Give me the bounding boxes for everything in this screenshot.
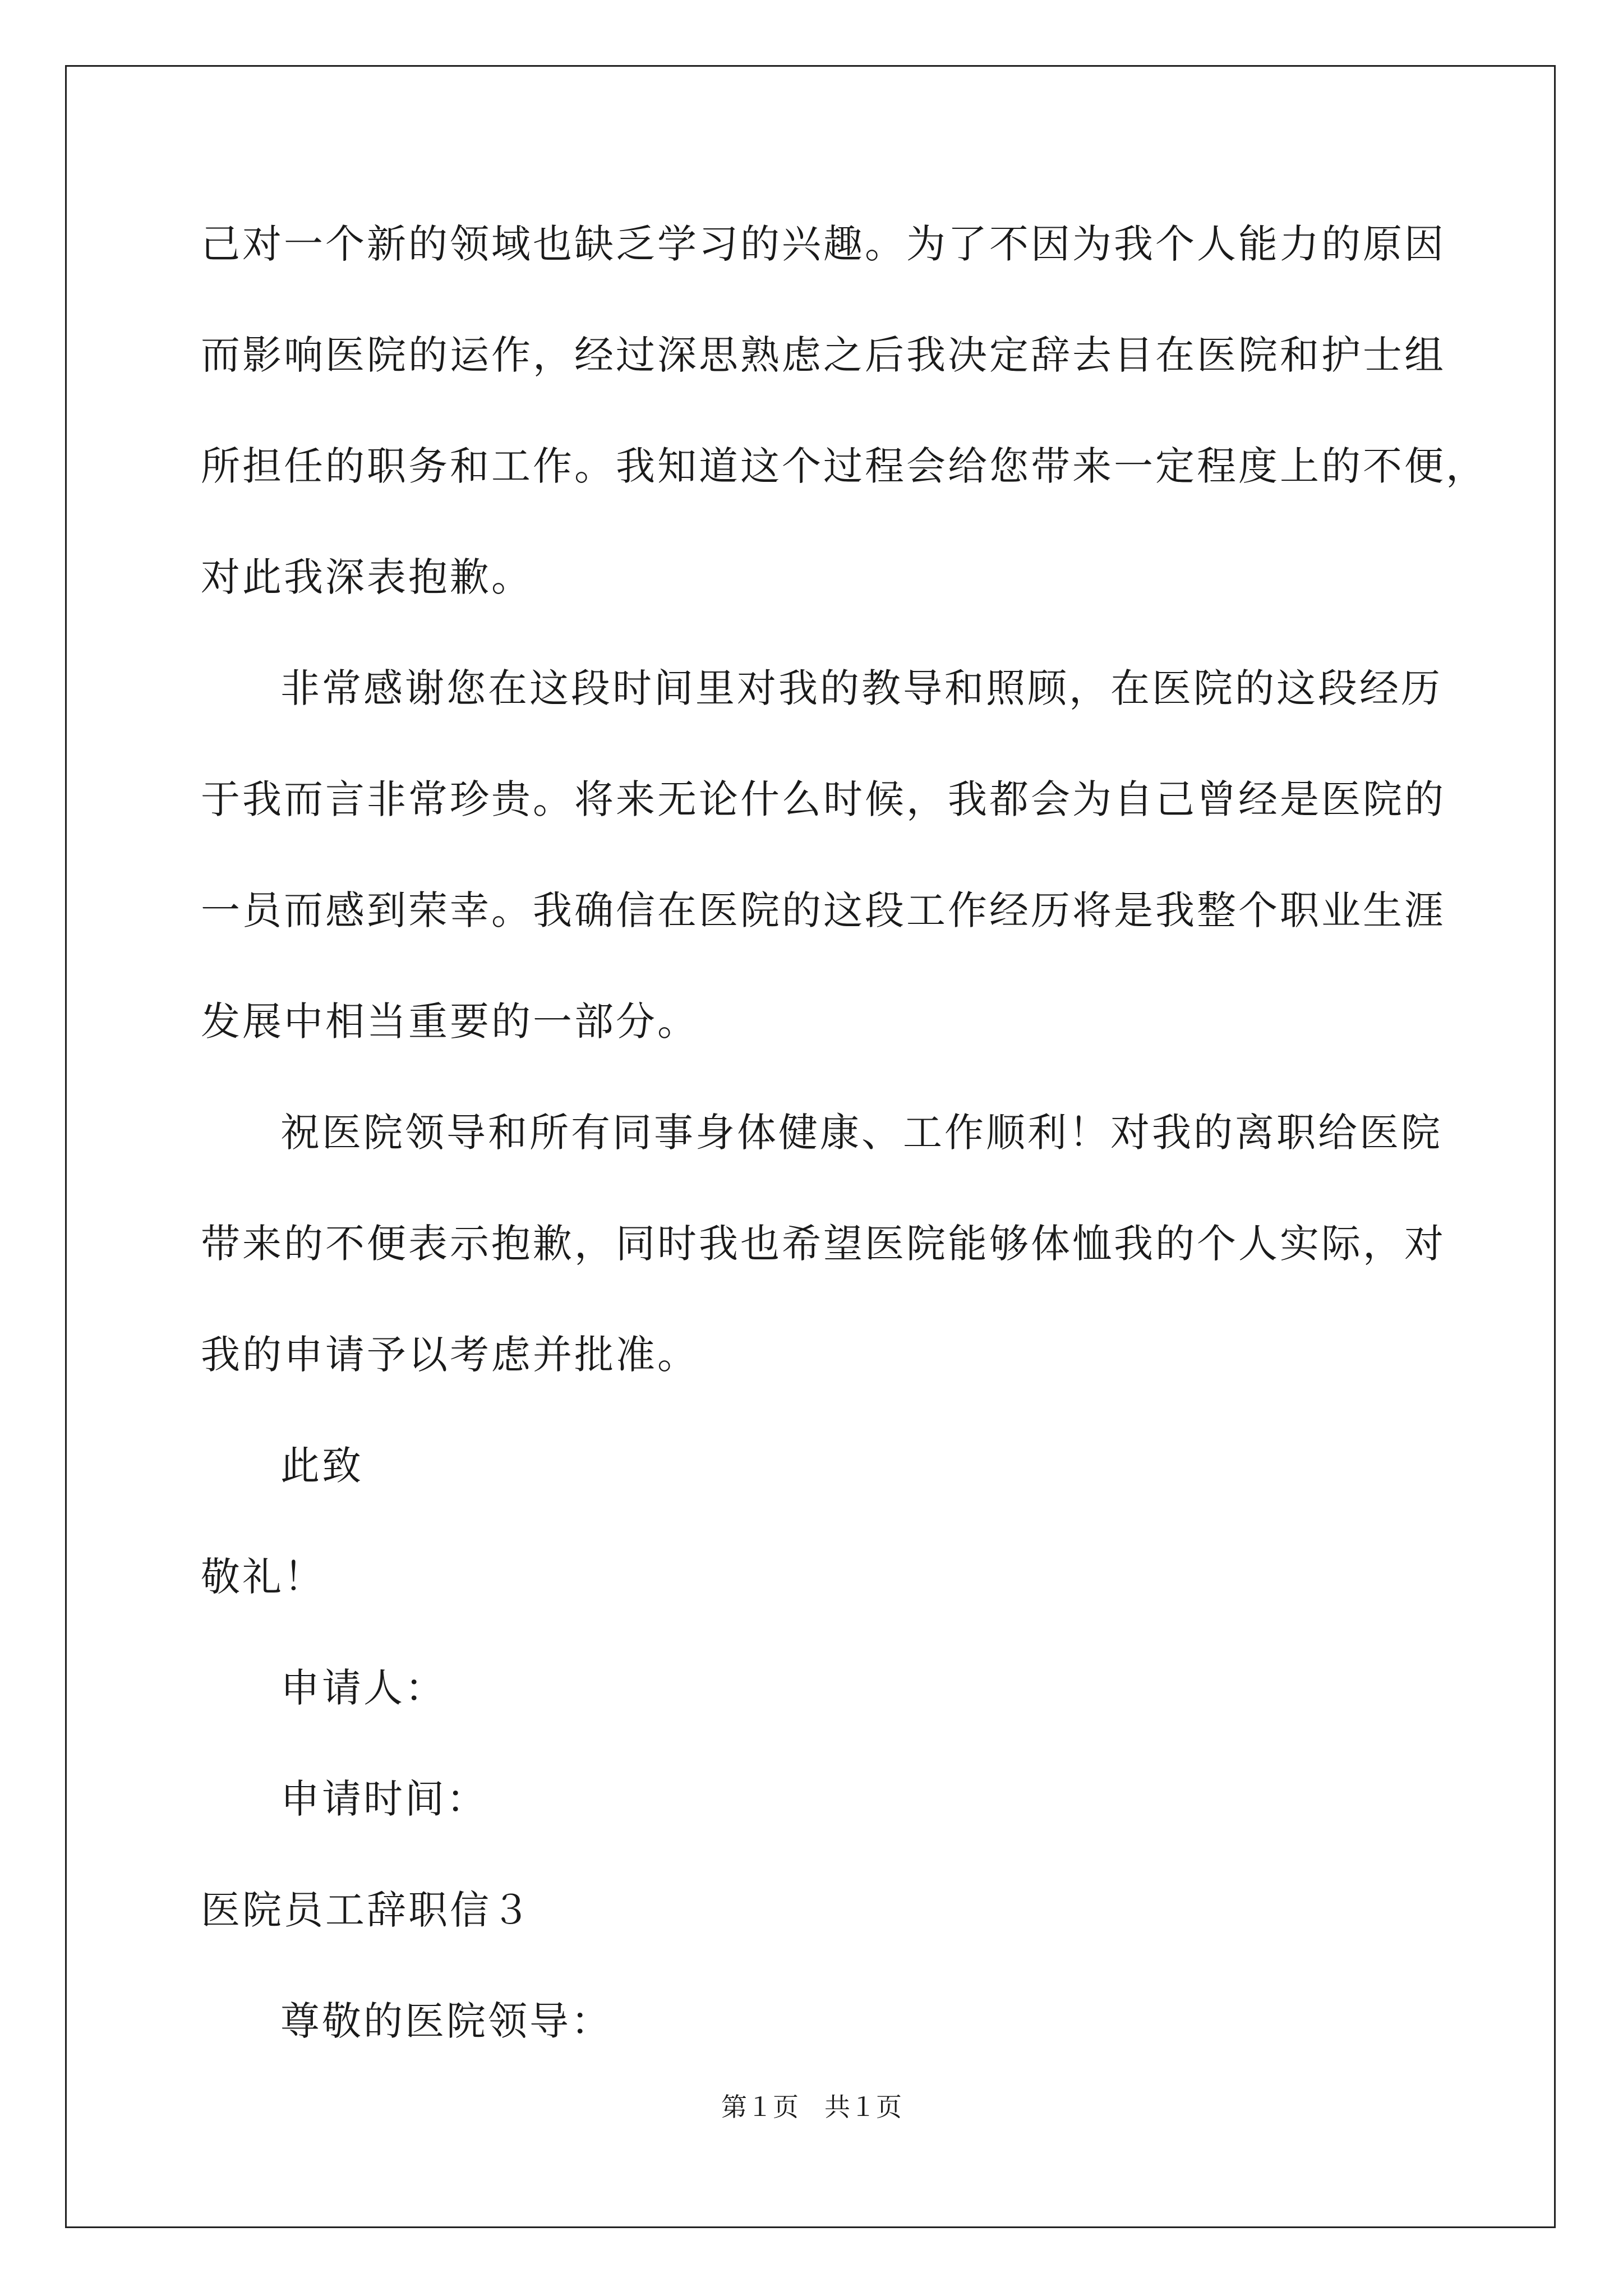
text-line: 我的申请予以考虑并批准。 [201,1332,699,1378]
text-line: 所担任的职务和工作。我知道这个过程会给您带来一定程度上的不便， [201,443,1487,489]
text-line: 对此我深表抱歉。 [201,554,533,600]
text-line: 己对一个新的领域也缺乏学习的兴趣。为了不因为我个人能力的原因 [201,221,1446,267]
text-line: 一员而感到荣幸。我确信在医院的这段工作经历将是我整个职业生涯 [201,887,1446,933]
text-line: 于我而言非常珍贵。将来无论什么时候，我都会为自己曾经是医院的 [201,776,1446,822]
closing-salutation: 此致 [280,1443,363,1489]
text-line: 而影响医院的运作，经过深思熟虑之后我决定辞去目在医院和护士组 [201,332,1446,378]
text-line: 非常感谢您在这段时间里对我的教导和照顾，在医院的这段经历 [280,665,1442,711]
greeting-line: 尊敬的医院领导： [280,1998,612,2044]
page-number-footer: 第１页 共１页 [721,2093,902,2122]
applicant-label: 申请人： [280,1665,446,1711]
text-line: 带来的不便表示抱歉，同时我也希望医院能够体恤我的个人实际，对 [201,1221,1446,1267]
closing-regards: 敬礼！ [201,1554,325,1600]
document-body [201,216,1487,2104]
section-title: 医院员工辞职信３ [201,1887,533,1933]
application-date-label: 申请时间： [280,1776,488,1822]
text-line: 祝医院领导和所有同事身体健康、工作顺利！对我的离职给医院 [280,1110,1442,1156]
text-line: 发展中相当重要的一部分。 [201,999,699,1045]
